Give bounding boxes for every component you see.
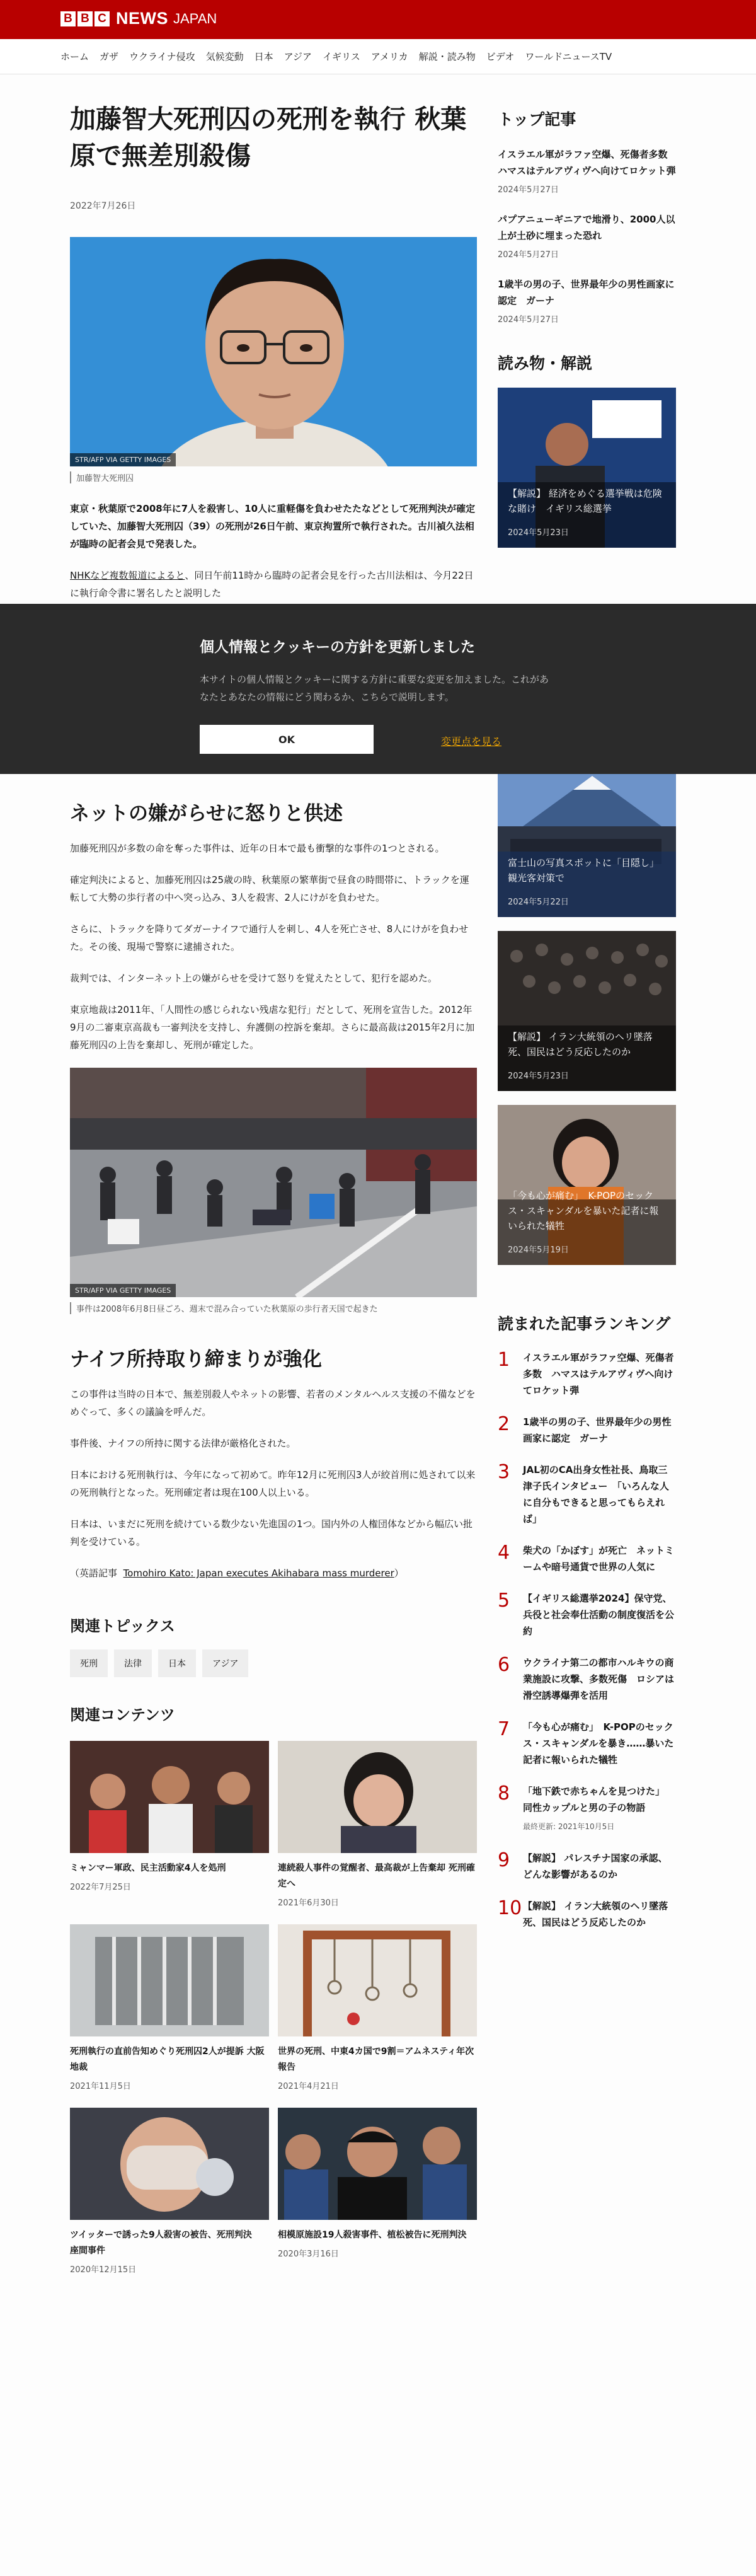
feature-card[interactable] xyxy=(498,1105,676,1265)
rank-number: 5 xyxy=(498,1590,510,1612)
rank-number: 7 xyxy=(498,1718,510,1740)
related-image xyxy=(278,2108,477,2220)
article-para-9: 日本における死刑執行は、今年になって初めて。昨年12月に死刑囚3人が絞首刑に処されて以来の死刑執行となった。死刑確定者は現在100人以上いる。 xyxy=(70,1469,476,1498)
related-image xyxy=(278,1924,477,2036)
english-prefix: （英語記事 xyxy=(70,1568,118,1579)
photo-2-caption: 事件は2008年6月8日昼ごろ、週末で混み合っていた秋葉原の歩行者天国で起きた xyxy=(70,1302,477,1314)
ranking-heading: 読まれた記事ランキング xyxy=(498,1315,671,1333)
related-item[interactable] xyxy=(278,1924,477,2091)
article-lead: 東京・秋葉原で2008年に7人を殺害し、10人に重軽傷を負わせたたなどとして死刑判決が確定していた、加藤智大死刑囚（39）の死刑が26日午前、東京拘置所で執行された。古川禎久法相が臨時の記者会見で発表した。 xyxy=(70,503,476,550)
logo-japan: JAPAN xyxy=(173,10,217,26)
nav-video[interactable]: ビデオ xyxy=(486,51,515,62)
top-story-item[interactable] xyxy=(498,146,676,195)
logo-c: C xyxy=(94,11,110,26)
topic-chip-law[interactable]: 法律 xyxy=(114,1649,152,1677)
related-image xyxy=(70,1924,269,2036)
feature-card[interactable] xyxy=(498,757,676,917)
ranking-item[interactable] xyxy=(498,1349,676,1399)
article-photo-2 xyxy=(70,1068,477,1297)
feature-date: 2024年5月23日 xyxy=(508,528,569,538)
article-para-1 xyxy=(70,567,477,602)
rank-title: 1歳半の男の子、世界最年少の男性画家に認定 ガーナ xyxy=(523,1416,672,1444)
article-para-3: 確定判決によると、加藤死刑囚は25歳の時、秋葉原の繁華街で昼食の時間帯に、トラックを運転して大勢の歩行者の中へ突っ込み、3人を殺害、2人にけがを負わせた。 xyxy=(70,874,469,903)
nav-asia[interactable]: アジア xyxy=(284,51,312,62)
related-date: 2021年4月21日 xyxy=(278,2082,339,2091)
feature-date: 2024年5月19日 xyxy=(508,1245,569,1255)
rank-title-block xyxy=(523,1783,674,1835)
related-date: 2022年7月25日 xyxy=(70,1883,131,1892)
nav-climate[interactable]: 気候変動 xyxy=(205,51,244,62)
related-grid xyxy=(70,1741,477,2291)
rank-number: 2 xyxy=(498,1413,510,1435)
ranking-item[interactable] xyxy=(498,1542,676,1575)
topics-heading: 関連トピックス xyxy=(70,1617,175,1635)
nav-home[interactable]: ホーム xyxy=(60,51,89,62)
ranking-item[interactable] xyxy=(498,1590,676,1639)
related-title: ツイッターで誘った9人殺害の被告、死刑判決 座間事件 xyxy=(70,2230,261,2256)
related-date: 2020年12月15日 xyxy=(70,2265,137,2275)
article-para-7: この事件は当時の日本で、無差別殺人やネットの影響、若者のメンタルヘルス支援の不備などをめぐって、多くの議論を呼んだ。 xyxy=(70,1389,476,1418)
article-headline: 加藤智大死刑囚の死刑を執行 秋葉原で無差別殺傷 xyxy=(70,104,467,171)
cookie-banner xyxy=(0,604,756,774)
cookie-body: 本サイトの個人情報とクッキーに関する方針に重要な変更を加えました。これがあなたとあなたの情報にどう関わるか、こちらで説明します。 xyxy=(200,674,549,703)
ranking-item[interactable] xyxy=(498,1655,676,1704)
logo-b2: B xyxy=(77,11,93,26)
para-1-text: 、同日午前11時から臨時の記者会見を行った古川法相は、今月22日に執行命令書に署名したと説明した xyxy=(70,570,474,599)
portrait-image xyxy=(70,237,477,466)
nav-us[interactable]: アメリカ xyxy=(370,51,408,62)
topic-chip-death-penalty[interactable]: 死刑 xyxy=(70,1649,108,1677)
rank-number: 3 xyxy=(498,1461,510,1483)
feature-date: 2024年5月22日 xyxy=(508,898,569,907)
feature-title: 【解説】 経済をめぐる選挙戦は危険な賭け イギリス総選挙 xyxy=(508,488,662,514)
related-heading: 関連コンテンツ xyxy=(70,1706,175,1724)
topic-chip-japan[interactable]: 日本 xyxy=(158,1649,196,1677)
related-date: 2020年3月16日 xyxy=(278,2250,339,2259)
feature-card[interactable] xyxy=(498,388,676,548)
top-story-date: 2024年5月27日 xyxy=(498,315,559,325)
related-item[interactable] xyxy=(70,2108,269,2275)
related-title: 死刑執行の直前告知めぐり死刑囚2人が提訴 大阪地裁 xyxy=(70,2047,265,2072)
sidebar xyxy=(498,74,676,1931)
feature-title: 【解説】 イラン大統領のヘリ墜落死、国民はどう反応したのか xyxy=(508,1031,653,1058)
article-para-8: 事件後、ナイフの所持に関する法律が厳格化された。 xyxy=(70,1438,296,1449)
logo-b1: B xyxy=(60,11,76,26)
photo-caption: 加藤智大死刑囚 xyxy=(70,471,477,483)
top-stories-heading: トップ記事 xyxy=(498,110,576,129)
related-item[interactable] xyxy=(70,1741,269,1908)
english-article-ref xyxy=(70,1564,477,1582)
rank-title: ウクライナ第二の都市ハルキウの商業施設に攻撃、多数死傷 ロシアは滑空誘導爆弾を活用 xyxy=(523,1657,675,1701)
related-image xyxy=(70,2108,269,2220)
english-article-link[interactable]: Tomohiro Kato: Japan executes Akihabara mass murderer xyxy=(123,1568,394,1579)
cookie-heading: 個人情報とクッキーの方針を更新しました xyxy=(200,639,475,656)
top-story-title: 1歳半の男の子、世界最年少の男性画家に認定 ガーナ xyxy=(498,279,675,306)
article-para-5: 裁判では、インターネット上の嫌がらせを受けて怒りを覚えたとして、犯行を認めた。 xyxy=(70,973,437,984)
cookie-ok-button[interactable]: OK xyxy=(200,725,374,754)
article-para-6: 東京地裁は2011年、「人間性の感じられない残虐な犯行」だとして、死刑を宣告した。2012年9月の二審東京高裁も一審判決を支持し、弁護側の控訴を棄却。さらに最高裁は2015年2月に加藤死刑囚の上告を棄却し、死刑が確定した。 xyxy=(70,1004,475,1051)
nhk-report-link[interactable]: NHKなど複数報道によると xyxy=(70,570,185,581)
top-story-item[interactable] xyxy=(498,211,676,260)
feature-date: 2024年5月23日 xyxy=(508,1071,569,1081)
related-item[interactable] xyxy=(278,1741,477,1908)
rank-title: 【解説】 イラン大統領のヘリ墜落死、国民はどう反応したのか xyxy=(523,1900,668,1928)
section-heading-2: ナイフ所持取り締まりが強化 xyxy=(70,1348,322,1371)
ranking-item[interactable] xyxy=(498,1783,676,1835)
feature-card[interactable] xyxy=(498,931,676,1091)
ranking-item[interactable] xyxy=(498,1898,676,1931)
related-title: ミャンマー軍政、民主活動家4人を処刑 xyxy=(70,1863,226,1873)
feature-title: 富士山の写真スポットに「目隠し」 観光客対策で xyxy=(508,857,660,884)
section-heading-1: ネットの嫌がらせに怒りと供述 xyxy=(70,802,343,825)
topics-list xyxy=(70,1649,477,1677)
cookie-changes-link[interactable]: 変更点を見る xyxy=(441,736,502,748)
article-photo xyxy=(70,237,477,466)
top-story-title: イスラエル軍がラファ空爆、死傷者多数 ハマスはテルアヴィヴへ向けてロケット弾 xyxy=(498,149,677,176)
rank-title: 【イギリス総選挙2024】保守党、兵役と社会奉仕活動の制度復活を公約 xyxy=(523,1593,675,1637)
related-image xyxy=(278,1741,477,1853)
nav-japan[interactable]: 日本 xyxy=(254,51,273,62)
brand-bar xyxy=(0,0,756,39)
feature-title: 「今も心が痛む」 K-POPのセックス・スキャンダルを暴いた記者に報いられた犠牲 xyxy=(508,1190,659,1232)
related-date: 2021年6月30日 xyxy=(278,1898,339,1908)
photo-2-credit: STR/AFP VIA GETTY IMAGES xyxy=(70,1284,176,1297)
rank-number: 6 xyxy=(498,1654,510,1676)
ranking-item[interactable] xyxy=(498,1414,676,1447)
rank-number: 1 xyxy=(498,1349,510,1371)
rank-title: 柴犬の「かぼす」が死亡 ネットミームや暗号通貨で世界の人気に xyxy=(523,1545,675,1573)
rank-number: 9 xyxy=(498,1849,510,1871)
top-story-item[interactable] xyxy=(498,276,676,325)
related-title: 世界の死刑、中東4カ国で9割＝アムネスティ年次報告 xyxy=(278,2047,474,2072)
article-para-10: 日本は、いまだに死刑を続けている数少ない先進国の1つ。国内外の人権団体などから幅広い批判を受けている。 xyxy=(70,1518,472,1547)
rank-title: 【解説】 パレスチナ国家の承認、どんな影響があるのか xyxy=(523,1852,668,1880)
rank-title: イスラエル軍がラファ空爆、死傷者多数 ハマスはテルアヴィヴへ向けてロケット弾 xyxy=(523,1352,674,1396)
article xyxy=(70,74,477,2291)
rank-title: 「今も心が痛む」 K-POPのセックス・スキャンダルを暴き……暴いた記者に報いられた犠牲 xyxy=(523,1721,674,1765)
features-heading: 読み物・解説 xyxy=(498,354,593,373)
top-story-date: 2024年5月27日 xyxy=(498,185,559,195)
rank-updated: 最終更新: 2021年10月5日 xyxy=(523,1822,615,1831)
ranking-item[interactable] xyxy=(498,1850,676,1883)
related-date: 2021年11月5日 xyxy=(70,2082,131,2091)
rank-number: 10 xyxy=(498,1897,522,1919)
related-title: 連続殺人事件の覚醒者、最高裁が上告棄却 死刑確定へ xyxy=(278,1863,475,1889)
article-para-4: さらに、トラックを降りてダガーナイフで通行人を刺し、4人を死亡させ、8人にけがを負わせた。その後、現場で警察に逮捕された。 xyxy=(70,923,469,952)
article-para-2: 加藤死刑囚が多数の命を奪った事件は、近年の日本で最も衝撃的な事件の1つとされる。 xyxy=(70,843,445,854)
related-image xyxy=(70,1741,269,1853)
ranking-item[interactable] xyxy=(498,1462,676,1527)
rank-title: JAL初のCA出身女性社長、鳥取三津子氏インタビュー 「いろんな人に自分もできると思ってもらえれば」 xyxy=(523,1464,669,1525)
related-item[interactable] xyxy=(278,2108,477,2275)
nav-world-news-tv[interactable]: ワールドニュースTV xyxy=(525,51,612,62)
ranking-item[interactable] xyxy=(498,1719,676,1768)
photo-credit: STR/AFP VIA GETTY IMAGES xyxy=(70,453,176,466)
article-date: 2022年7月26日 xyxy=(70,201,136,211)
rank-number: 8 xyxy=(498,1782,510,1805)
top-story-title: パプアニューギニアで地滑り、2000人以上が土砂に埋まった恐れ xyxy=(498,214,675,241)
bbc-news-logo[interactable] xyxy=(60,9,217,28)
nav-ukraine[interactable]: ウクライナ侵攻 xyxy=(129,51,195,62)
logo-news: NEWS xyxy=(116,9,168,28)
nav-gaza[interactable]: ガザ xyxy=(100,51,119,62)
nav-features[interactable]: 解説・読み物 xyxy=(418,51,476,62)
rank-number: 4 xyxy=(498,1542,510,1564)
topic-chip-asia[interactable]: アジア xyxy=(202,1649,248,1677)
related-title: 相模原施設19人殺害事件、植松被告に死刑判決 xyxy=(278,2230,467,2240)
nav-uk[interactable]: イギリス xyxy=(323,51,360,62)
related-item[interactable] xyxy=(70,1924,269,2091)
english-suffix: ） xyxy=(394,1568,404,1579)
rank-title: 「地下鉄で赤ちゃんを見つけた」 同性カップルと男の子の物語 xyxy=(523,1786,665,1813)
crime-scene-image xyxy=(70,1068,477,1297)
main-nav xyxy=(0,39,756,74)
top-story-date: 2024年5月27日 xyxy=(498,250,559,260)
